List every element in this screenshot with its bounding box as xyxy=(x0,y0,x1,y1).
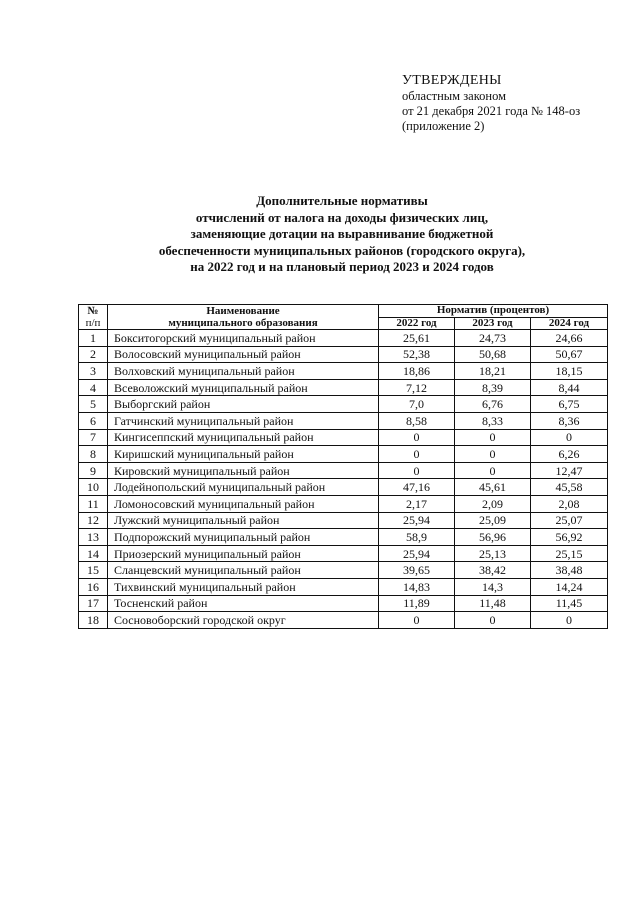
table-row xyxy=(79,346,608,363)
row-number: 4 xyxy=(79,379,108,396)
value-2024: 8,36 xyxy=(531,412,608,429)
row-number: 7 xyxy=(79,429,108,446)
row-number: 2 xyxy=(79,346,108,363)
table-row xyxy=(79,396,608,413)
row-number: 5 xyxy=(79,396,108,413)
value-2024: 6,26 xyxy=(531,446,608,463)
value-2024: 38,48 xyxy=(531,562,608,579)
value-2022: 39,65 xyxy=(379,562,455,579)
header-norm-group: Норматив (процентов) xyxy=(379,305,608,318)
municipality-name: Киришский муниципальный район xyxy=(108,446,379,463)
value-2023: 38,42 xyxy=(455,562,531,579)
value-2023: 0 xyxy=(455,612,531,629)
table-row xyxy=(79,330,608,347)
value-2024: 56,92 xyxy=(531,529,608,546)
value-2024: 11,45 xyxy=(531,595,608,612)
value-2024: 8,44 xyxy=(531,379,608,396)
row-number: 13 xyxy=(79,529,108,546)
approval-date-line: от 21 декабря 2021 года № 148-оз xyxy=(402,104,581,118)
value-2023: 56,96 xyxy=(455,529,531,546)
value-2022: 2,17 xyxy=(379,495,455,512)
header-year-2022: 2022 год xyxy=(379,317,455,330)
value-2022: 7,12 xyxy=(379,379,455,396)
value-2024: 18,15 xyxy=(531,363,608,380)
title-line-2: отчислений от налога на доходы физических лиц, xyxy=(195,209,489,225)
document-title xyxy=(100,193,584,276)
table-row xyxy=(79,495,608,512)
header-year-2023: 2023 год xyxy=(455,317,531,330)
table-row xyxy=(79,512,608,529)
row-number: 10 xyxy=(79,479,108,496)
municipality-name: Ломоносовский муниципальный район xyxy=(108,495,379,512)
value-2023: 8,39 xyxy=(455,379,531,396)
municipality-name: Бокситогорский муниципальный район xyxy=(108,330,379,347)
table-row xyxy=(79,612,608,629)
table-row xyxy=(79,412,608,429)
municipality-name: Лодейнопольский муниципальный район xyxy=(108,479,379,496)
value-2023: 0 xyxy=(455,429,531,446)
value-2022: 58,9 xyxy=(379,529,455,546)
row-number: 11 xyxy=(79,495,108,512)
title-line-4: обеспеченности муниципальных районов (городского округа), xyxy=(158,242,526,258)
value-2023: 8,33 xyxy=(455,412,531,429)
municipality-name: Кировский муниципальный район xyxy=(108,462,379,479)
approval-heading: УТВЕРЖДЕНЫ xyxy=(402,73,502,88)
value-2022: 8,58 xyxy=(379,412,455,429)
table-row xyxy=(79,462,608,479)
value-2023: 18,21 xyxy=(455,363,531,380)
value-2024: 2,08 xyxy=(531,495,608,512)
value-2022: 25,94 xyxy=(379,512,455,529)
municipality-name: Тихвинский муниципальный район xyxy=(108,578,379,595)
row-number: 14 xyxy=(79,545,108,562)
value-2024: 24,66 xyxy=(531,330,608,347)
table-body xyxy=(79,330,608,629)
approval-law-line: областным законом xyxy=(402,89,507,103)
value-2022: 47,16 xyxy=(379,479,455,496)
row-number: 9 xyxy=(79,462,108,479)
row-number: 17 xyxy=(79,595,108,612)
value-2024: 45,58 xyxy=(531,479,608,496)
row-number: 16 xyxy=(79,578,108,595)
value-2023: 25,13 xyxy=(455,545,531,562)
header-num-line-2: п/п xyxy=(85,317,101,329)
value-2024: 25,07 xyxy=(531,512,608,529)
value-2023: 2,09 xyxy=(455,495,531,512)
value-2022: 25,94 xyxy=(379,545,455,562)
value-2023: 45,61 xyxy=(455,479,531,496)
value-2024: 12,47 xyxy=(531,462,608,479)
title-line-5: на 2022 год и на плановый период 2023 и 2024 годов xyxy=(190,259,494,274)
municipality-name: Волховский муниципальный район xyxy=(108,363,379,380)
header-num-cell xyxy=(79,305,108,330)
title-line-1: Дополнительные нормативы xyxy=(256,193,428,208)
value-2022: 25,61 xyxy=(379,330,455,347)
row-number: 8 xyxy=(79,446,108,463)
value-2024: 6,75 xyxy=(531,396,608,413)
value-2024: 25,15 xyxy=(531,545,608,562)
table-row xyxy=(79,429,608,446)
header-year-2024: 2024 год xyxy=(531,317,608,330)
municipality-name: Подпорожский муниципальный район xyxy=(108,529,379,546)
value-2024: 0 xyxy=(531,429,608,446)
municipality-name: Лужский муниципальный район xyxy=(108,512,379,529)
municipality-name: Волосовский муниципальный район xyxy=(108,346,379,363)
value-2023: 24,73 xyxy=(455,330,531,347)
municipality-name: Сосновоборский городской округ xyxy=(108,612,379,629)
value-2022: 7,0 xyxy=(379,396,455,413)
value-2022: 0 xyxy=(379,612,455,629)
value-2022: 18,86 xyxy=(379,363,455,380)
table-row xyxy=(79,562,608,579)
approval-appendix-line: (приложение 2) xyxy=(402,119,485,133)
municipality-name: Кингисеппский муниципальный район xyxy=(108,429,379,446)
header-num-line-1: № xyxy=(87,305,99,317)
header-name-cell xyxy=(108,305,379,330)
value-2023: 0 xyxy=(455,446,531,463)
municipality-name: Всеволожский муниципальный район xyxy=(108,379,379,396)
value-2024: 14,24 xyxy=(531,578,608,595)
value-2022: 52,38 xyxy=(379,346,455,363)
table-header-row-1 xyxy=(79,305,608,318)
row-number: 12 xyxy=(79,512,108,529)
municipality-name: Приозерский муниципальный район xyxy=(108,545,379,562)
value-2023: 14,3 xyxy=(455,578,531,595)
value-2022: 0 xyxy=(379,446,455,463)
norms-table xyxy=(78,304,608,629)
municipality-name: Тосненский район xyxy=(108,595,379,612)
value-2023: 50,68 xyxy=(455,346,531,363)
table-row xyxy=(79,363,608,380)
value-2024: 0 xyxy=(531,612,608,629)
row-number: 15 xyxy=(79,562,108,579)
table-row xyxy=(79,529,608,546)
value-2022: 0 xyxy=(379,429,455,446)
value-2023: 25,09 xyxy=(455,512,531,529)
table-row xyxy=(79,446,608,463)
title-line-3: заменяющие дотации на выравнивание бюджетной xyxy=(190,226,494,241)
value-2024: 50,67 xyxy=(531,346,608,363)
value-2022: 0 xyxy=(379,462,455,479)
municipality-name: Гатчинский муниципальный район xyxy=(108,412,379,429)
row-number: 1 xyxy=(79,330,108,347)
municipality-name: Выборгский район xyxy=(108,396,379,413)
table-row xyxy=(79,578,608,595)
value-2023: 0 xyxy=(455,462,531,479)
value-2022: 14,83 xyxy=(379,578,455,595)
table-row xyxy=(79,545,608,562)
table-row xyxy=(79,479,608,496)
value-2022: 11,89 xyxy=(379,595,455,612)
table-row xyxy=(79,379,608,396)
municipality-name: Сланцевский муниципальный район xyxy=(108,562,379,579)
row-number: 3 xyxy=(79,363,108,380)
header-name-line-2: муниципального образования xyxy=(168,317,318,329)
row-number: 18 xyxy=(79,612,108,629)
row-number: 6 xyxy=(79,412,108,429)
value-2023: 6,76 xyxy=(455,396,531,413)
header-name-line-1: Наименование xyxy=(206,305,280,317)
table-row xyxy=(79,595,608,612)
value-2023: 11,48 xyxy=(455,595,531,612)
approval-stamp xyxy=(402,72,580,134)
